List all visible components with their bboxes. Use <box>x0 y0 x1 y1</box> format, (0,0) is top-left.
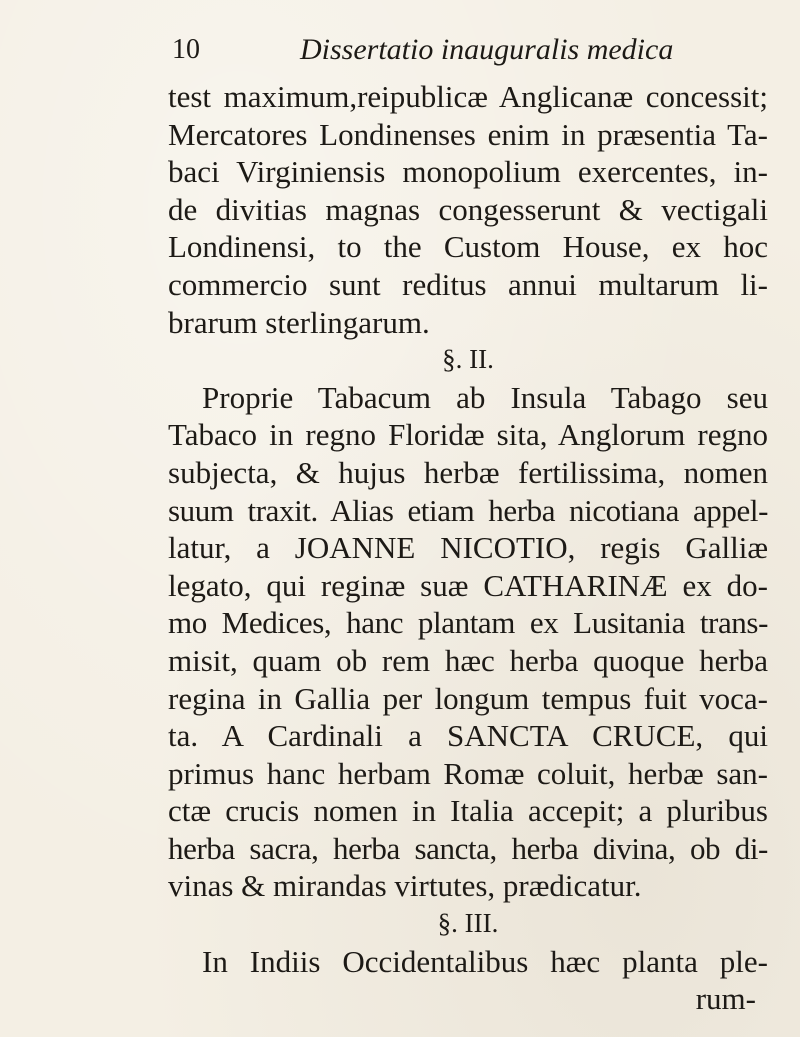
text-line: legato, qui reginæ suæ CATHARINÆ ex do- <box>168 567 768 603</box>
text-line: In Indiis Occidentalibus hæc planta ple- <box>202 943 768 979</box>
text-line: subjecta, & hujus herbæ fertilissima, nomen <box>168 454 768 490</box>
text-line: de divitias magnas congesserunt & vectigali <box>168 191 768 227</box>
running-head <box>172 30 732 70</box>
text-line: Proprie Tabacum ab Insula Tabago seu <box>202 379 768 415</box>
text-line: misit, quam ob rem hæc herba quoque herba <box>168 642 768 678</box>
page-number: 10 <box>172 34 200 65</box>
text-line: brarum sterlingarum. <box>168 304 430 340</box>
text-line: regina in Gallia per longum tempus fuit voca- <box>168 680 768 716</box>
running-title: Dissertatio inauguralis medica <box>300 33 674 66</box>
text-line: Londinensi, to the Custom House, ex hoc <box>168 229 768 265</box>
text-line: suum traxit. Alias etiam herba nicotiana appel- <box>168 492 768 528</box>
section-heading: §. III. <box>437 908 499 939</box>
text-line: primus hanc herbam Romæ coluit, herbæ san- <box>168 755 768 791</box>
text-line: baci Virginiensis monopolium exercentes, in- <box>168 154 768 190</box>
text-line: Tabaco in regno Floridæ sita, Anglorum regno <box>168 417 768 453</box>
text-line: ta. A Cardinali a SANCTA CRUCE, qui <box>168 718 768 754</box>
text-line: latur, a JOANNE NICOTIO, regis Galliæ <box>168 530 768 566</box>
text-line: test maximum,reipublicæ Anglicanæ concessit; <box>168 79 768 114</box>
catchword: rum- <box>695 981 756 1017</box>
text-line: Mercatores Londinenses enim in præsentia Ta- <box>168 116 768 152</box>
body-text <box>168 78 768 1018</box>
text-line: mo Medices, hanc plantam ex Lusitania trans- <box>168 605 768 641</box>
text-line: commercio sunt reditus annui multarum li- <box>168 266 768 302</box>
text-line: vinas & mirandas virtutes, prædicatur. <box>168 868 642 904</box>
section-heading: §. II. <box>442 344 494 375</box>
text-line: herba sacra, herba sancta, herba divina, ob di- <box>168 830 768 866</box>
text-line: ctæ crucis nomen in Italia accepit; a pluribus <box>168 793 768 829</box>
